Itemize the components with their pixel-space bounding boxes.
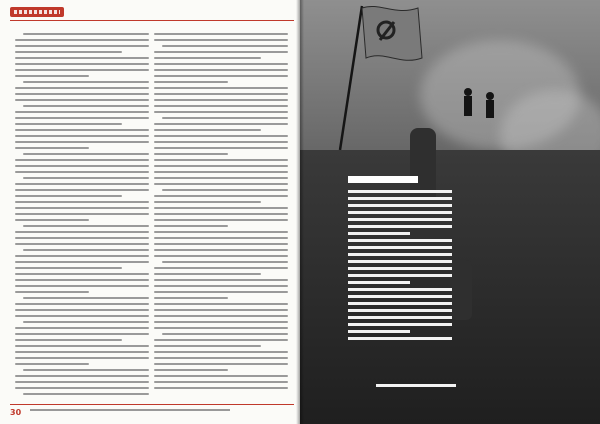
text-line	[15, 45, 149, 47]
text-line	[154, 315, 288, 317]
text-line	[15, 201, 149, 203]
text-line	[15, 159, 149, 161]
text-line	[154, 267, 288, 269]
caption-line	[348, 323, 452, 326]
text-line	[15, 141, 149, 143]
text-line	[15, 387, 149, 389]
text-line	[154, 345, 261, 347]
text-line	[15, 303, 149, 305]
caption-line	[348, 197, 452, 200]
text-line	[15, 135, 149, 137]
text-line	[154, 51, 288, 53]
text-line	[154, 357, 288, 359]
text-line	[15, 165, 149, 167]
text-line	[154, 153, 228, 155]
text-line	[15, 111, 149, 113]
text-line	[15, 333, 149, 335]
text-line	[154, 195, 288, 197]
text-line	[23, 81, 149, 83]
text-line	[154, 273, 261, 275]
caption-line	[348, 302, 452, 305]
text-line	[154, 351, 288, 353]
text-line	[15, 189, 149, 191]
text-line	[15, 75, 89, 77]
caption-line	[348, 337, 452, 340]
caption-line	[348, 316, 452, 319]
text-line	[15, 99, 149, 101]
caption-title	[348, 176, 418, 183]
text-line	[23, 393, 149, 395]
header-rule	[10, 20, 294, 21]
text-line	[15, 381, 149, 383]
caption-line	[348, 225, 452, 228]
text-line	[23, 321, 149, 323]
caption-line	[348, 330, 410, 333]
footer-rule	[10, 404, 294, 405]
text-line	[154, 255, 288, 257]
text-line	[15, 63, 149, 65]
text-line	[154, 141, 288, 143]
text-line	[15, 207, 149, 209]
article-column-1	[15, 33, 149, 399]
text-line	[15, 285, 149, 287]
text-line	[162, 189, 288, 191]
text-line	[154, 339, 288, 341]
text-line	[15, 195, 122, 197]
text-line	[154, 183, 288, 185]
text-line	[15, 219, 89, 221]
text-line	[154, 375, 288, 377]
caption-line	[348, 239, 452, 242]
text-line	[154, 69, 288, 71]
caption-line	[348, 288, 452, 291]
text-line	[23, 249, 149, 251]
text-line	[154, 171, 288, 173]
text-line	[15, 69, 149, 71]
text-line	[15, 237, 149, 239]
caption-text	[348, 190, 452, 340]
text-line	[15, 345, 149, 347]
text-line	[15, 279, 149, 281]
text-line	[154, 159, 288, 161]
text-line	[162, 45, 288, 47]
text-line	[15, 291, 89, 293]
text-line	[23, 225, 149, 227]
page-number: 30	[10, 408, 22, 417]
text-line	[23, 105, 149, 107]
text-line	[162, 117, 288, 119]
text-line	[154, 231, 288, 233]
caption-line	[348, 204, 452, 207]
text-line	[154, 285, 288, 287]
text-line	[154, 129, 261, 131]
publication-line	[30, 409, 230, 411]
article-column-2	[154, 33, 288, 393]
text-line	[154, 219, 288, 221]
text-line	[154, 123, 288, 125]
text-line	[154, 243, 288, 245]
text-line	[15, 213, 149, 215]
text-line	[154, 111, 288, 113]
text-line	[154, 225, 228, 227]
text-line	[154, 279, 288, 281]
text-line	[154, 213, 288, 215]
text-line	[15, 255, 149, 257]
text-line	[154, 135, 288, 137]
text-line	[154, 291, 288, 293]
text-line	[15, 171, 149, 173]
text-line	[154, 81, 228, 83]
text-line	[154, 309, 288, 311]
text-line	[23, 369, 149, 371]
text-line	[15, 57, 149, 59]
text-line	[154, 381, 288, 383]
text-line	[15, 123, 122, 125]
text-line	[154, 249, 288, 251]
text-line	[15, 183, 149, 185]
text-line	[15, 147, 89, 149]
caption-line	[348, 253, 452, 256]
text-line	[15, 309, 149, 311]
text-line	[154, 99, 288, 101]
text-line	[15, 375, 149, 377]
text-line	[154, 87, 288, 89]
text-line	[15, 363, 89, 365]
text-line	[23, 153, 149, 155]
caption-line	[348, 218, 452, 221]
text-line	[15, 51, 122, 53]
caption-line	[348, 246, 452, 249]
text-line	[23, 297, 149, 299]
text-line	[15, 117, 149, 119]
text-line	[15, 129, 149, 131]
text-line	[23, 177, 149, 179]
text-line	[15, 267, 122, 269]
caption-line	[348, 260, 452, 263]
text-line	[154, 303, 288, 305]
text-line	[15, 93, 149, 95]
text-line	[15, 315, 149, 317]
text-line	[154, 207, 288, 209]
text-line	[162, 261, 288, 263]
text-line	[154, 105, 288, 107]
text-line	[154, 33, 288, 35]
text-line	[154, 321, 288, 323]
text-line	[154, 75, 288, 77]
caption-line	[348, 309, 452, 312]
text-line	[154, 39, 288, 41]
text-line	[154, 147, 288, 149]
text-line	[162, 333, 288, 335]
text-line	[154, 63, 288, 65]
text-line	[23, 33, 149, 35]
logo-mark	[10, 7, 64, 17]
soviet-flag-icon	[300, 0, 600, 150]
text-line	[154, 177, 288, 179]
text-line	[15, 231, 149, 233]
caption-line	[348, 295, 452, 298]
text-line	[15, 39, 149, 41]
reichstag-photo	[300, 0, 600, 424]
caption-line	[348, 232, 410, 235]
photo-caption	[348, 176, 452, 344]
text-line	[154, 201, 261, 203]
caption-line	[348, 274, 452, 277]
caption-author	[376, 384, 456, 387]
page-gutter	[296, 0, 304, 424]
caption-line	[348, 267, 452, 270]
caption-line	[348, 281, 410, 284]
caption-line	[348, 211, 452, 214]
text-line	[154, 363, 288, 365]
statue-silhouette	[450, 260, 472, 320]
text-line	[15, 243, 149, 245]
text-line	[15, 339, 122, 341]
text-line	[15, 351, 149, 353]
text-line	[154, 165, 288, 167]
issue-info	[172, 8, 296, 14]
text-line	[15, 261, 149, 263]
text-line	[15, 327, 149, 329]
text-line	[15, 273, 149, 275]
magazine-logo	[10, 6, 66, 20]
text-line	[154, 237, 288, 239]
text-line	[154, 57, 261, 59]
text-line	[15, 87, 149, 89]
text-line	[154, 327, 288, 329]
text-line	[154, 387, 288, 389]
text-line	[15, 357, 149, 359]
text-line	[154, 297, 228, 299]
caption-line	[348, 190, 452, 193]
text-line	[154, 369, 228, 371]
text-line	[154, 93, 288, 95]
